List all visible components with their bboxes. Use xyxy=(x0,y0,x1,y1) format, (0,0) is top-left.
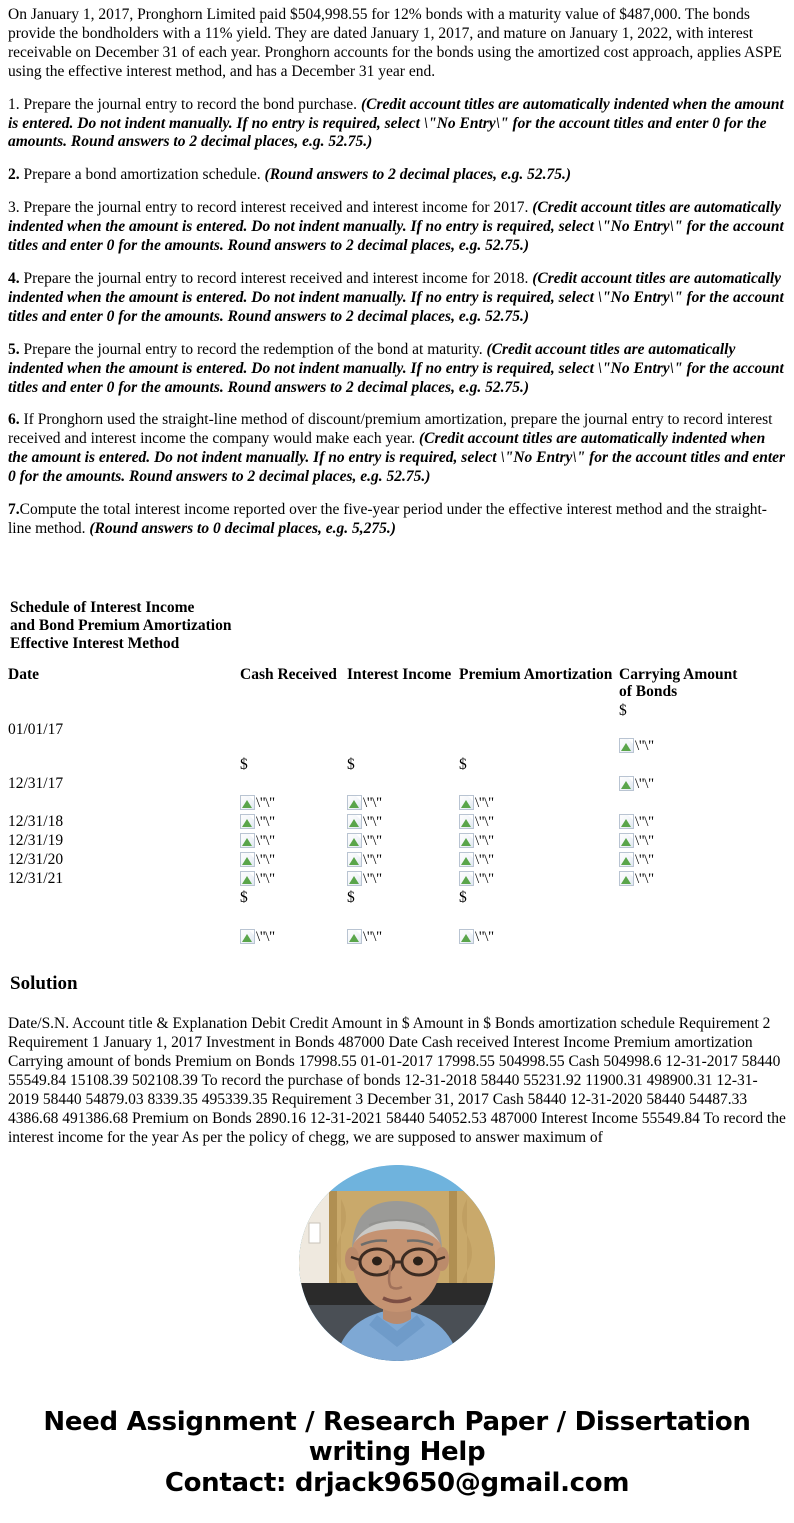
spacer xyxy=(619,721,786,737)
broken-image-alt-text: \"\" xyxy=(256,870,275,887)
cell-interest-income xyxy=(347,832,459,851)
question-text: Prepare a bond amortization schedule. xyxy=(19,166,265,184)
cell-date xyxy=(8,889,240,908)
cell-cash-received xyxy=(240,832,347,851)
question-text: Prepare the journal entry to record the redemption of the bond at maturity. xyxy=(19,340,487,358)
table-row xyxy=(8,775,786,813)
table-row xyxy=(8,702,786,721)
cell-premium-amortization xyxy=(459,813,619,832)
solution-body: Date/S.N. Account title & Explanation Debit Credit Amount in $ Amount in $ Bonds amortization schedule Requirement 2 Requirement 1 January 1, 2017 Investment in Bonds 487000 Date Cash received Interest Income Premium amortization Carrying amount of bonds Premium on Bonds 17998.55 01-01-2017 17998.55 504998.55 Cash 504998.6 12-31-2017 58440 55549.84 15108.39 502108.39 To record the purchase of bonds 12-31-2018 58440 55231.92 11900.31 498900.31 12-31-2019 58440 54879.03 8339.35 495339.35 Requirement 3 December 31, 2017 Cash 58440 12-31-2020 58440 54487.33 4386.68 491386.68 Premium on Bonds 2890.16 12-31-2021 58440 54052.53 487000 Interest Income 55549.84 To record the interest income for the year As per the policy of chegg, we are supposed to answer maximum of xyxy=(8,1014,786,1147)
footer-line-3: Contact: drjack9650@gmail.com xyxy=(164,1467,630,1498)
cell-carrying-amount xyxy=(619,756,786,775)
broken-image-placeholder xyxy=(240,929,275,945)
cell-premium-amortization xyxy=(459,908,619,947)
broken-image-alt-text: \"\" xyxy=(363,832,382,849)
schedule-title-line-3: Effective Interest Method xyxy=(10,635,180,653)
spacer xyxy=(347,775,459,794)
cell-date: 12/31/17 xyxy=(8,775,64,793)
cell-premium-amortization xyxy=(459,721,619,756)
photo-container xyxy=(8,1165,786,1361)
broken-image-placeholder xyxy=(619,738,654,754)
amortization-schedule xyxy=(8,599,786,947)
cell-premium-amortization xyxy=(459,851,619,870)
cell-interest-income xyxy=(347,702,459,721)
table-row xyxy=(8,813,786,832)
cell-premium-amortization xyxy=(459,775,619,813)
cell-carrying-amount xyxy=(619,889,786,908)
schedule-title-line-2: and Bond Premium Amortization xyxy=(10,617,232,635)
broken-image-icon xyxy=(459,795,474,810)
table-row-total xyxy=(8,889,786,908)
table-row xyxy=(8,851,786,870)
broken-image-icon xyxy=(240,929,255,944)
cell-cash-received xyxy=(240,813,347,832)
cell-carrying-amount xyxy=(619,775,786,813)
cell-date xyxy=(8,908,240,947)
cell-premium-amortization xyxy=(459,702,619,721)
broken-image-placeholder xyxy=(240,871,275,887)
broken-image-icon xyxy=(347,795,362,810)
column-header-premium-amortization: Premium Amortization xyxy=(459,665,613,683)
broken-image-icon xyxy=(347,929,362,944)
question-note: (Credit account titles are automatically indented when the amount is entered. Do not indent manually. If no entry is required, select \"No Entry\" for the account titles and enter 0 for the amounts. Round answers to 2 decimal places, e.g. 52.75.) xyxy=(8,269,784,325)
broken-image-placeholder xyxy=(347,795,382,811)
currency-symbol: $ xyxy=(347,756,355,774)
broken-image-placeholder xyxy=(619,871,654,887)
broken-image-placeholder xyxy=(459,871,494,887)
cell-premium-amortization xyxy=(459,756,619,775)
schedule-title-line-1: Schedule of Interest Income xyxy=(10,598,195,616)
broken-image-alt-text: \"\" xyxy=(256,851,275,868)
broken-image-placeholder xyxy=(459,833,494,849)
question-number: 5. xyxy=(8,340,20,358)
broken-image-icon xyxy=(619,738,634,753)
question-item-3 xyxy=(8,199,786,256)
broken-image-alt-text: \"\" xyxy=(635,851,654,868)
table-row-total xyxy=(8,908,786,947)
spacer xyxy=(240,775,347,794)
broken-image-placeholder xyxy=(619,814,654,830)
question-note: (Round answers to 0 decimal places, e.g. 5,275.) xyxy=(89,519,396,537)
profile-photo xyxy=(299,1165,495,1361)
cell-carrying-amount xyxy=(619,908,786,947)
question-item-2 xyxy=(8,166,786,185)
currency-symbol: $ xyxy=(347,888,355,906)
broken-image-alt-text: \"\" xyxy=(635,870,654,887)
broken-image-icon xyxy=(619,833,634,848)
broken-image-placeholder xyxy=(240,814,275,830)
spacer xyxy=(240,908,347,928)
column-header-interest-income: Interest Income xyxy=(347,665,452,683)
cell-interest-income xyxy=(347,851,459,870)
cell-date xyxy=(8,756,240,775)
broken-image-alt-text: \"\" xyxy=(363,928,382,945)
broken-image-icon xyxy=(459,852,474,867)
broken-image-placeholder xyxy=(459,852,494,868)
footer-contact-banner xyxy=(8,1407,786,1498)
question-text: Prepare the journal entry to record interest received and interest income for 2018. xyxy=(19,269,533,287)
cell-cash-received xyxy=(240,721,347,756)
schedule-title xyxy=(10,599,786,654)
table-row xyxy=(8,832,786,851)
broken-image-placeholder xyxy=(459,795,494,811)
broken-image-placeholder xyxy=(619,833,654,849)
currency-symbol: $ xyxy=(619,702,627,720)
cell-date: 12/31/19 xyxy=(8,831,64,849)
currency-symbol: $ xyxy=(240,756,248,774)
carrying-amount-line-2: of Bonds xyxy=(619,683,678,701)
footer-line-1: Need Assignment / Research Paper / Dissertation xyxy=(43,1407,751,1438)
spacer xyxy=(347,908,459,928)
cell-cash-received xyxy=(240,851,347,870)
question-item-5 xyxy=(8,341,786,398)
spacer xyxy=(459,775,619,794)
broken-image-icon xyxy=(619,852,634,867)
question-item-7 xyxy=(8,501,786,539)
broken-image-alt-text: \"\" xyxy=(475,814,494,831)
broken-image-placeholder xyxy=(619,776,654,792)
broken-image-alt-text: \"\" xyxy=(256,928,275,945)
broken-image-icon xyxy=(240,833,255,848)
cell-premium-amortization xyxy=(459,832,619,851)
broken-image-icon xyxy=(240,871,255,886)
table-header-row xyxy=(8,666,786,703)
broken-image-alt-text: \"\" xyxy=(256,795,275,812)
broken-image-icon xyxy=(240,852,255,867)
question-number: 4. xyxy=(8,269,20,287)
schedule-table-head xyxy=(8,666,786,703)
broken-image-placeholder xyxy=(240,795,275,811)
broken-image-placeholder xyxy=(240,833,275,849)
solution-heading: Solution xyxy=(10,973,78,995)
question-number: 1. xyxy=(8,95,20,113)
question-note: (Round answers to 2 decimal places, e.g. 52.75.) xyxy=(264,166,572,184)
broken-image-icon xyxy=(459,929,474,944)
broken-image-icon xyxy=(459,814,474,829)
question-text: Prepare the journal entry to record the bond purchase. xyxy=(19,95,361,113)
profile-photo-graphic xyxy=(299,1165,495,1361)
question-note: (Credit account titles are automatically indented when the amount is entered. Do not indent manually. If no entry is required, select \"No Entry\" for the account titles and enter 0 for the amounts. Round answers to 2 decimal places, e.g. 52.75.) xyxy=(8,340,784,396)
broken-image-alt-text: \"\" xyxy=(635,814,654,831)
cell-interest-income xyxy=(347,756,459,775)
broken-image-alt-text: \"\" xyxy=(256,814,275,831)
currency-symbol: $ xyxy=(459,756,467,774)
table-row xyxy=(8,756,786,775)
broken-image-alt-text: \"\" xyxy=(635,832,654,849)
carrying-amount-line-1: Carrying Amount xyxy=(619,665,738,683)
currency-symbol: $ xyxy=(459,888,467,906)
broken-image-icon xyxy=(240,795,255,810)
currency-symbol: $ xyxy=(240,888,248,906)
cell-cash-received xyxy=(240,702,347,721)
broken-image-alt-text: \"\" xyxy=(475,795,494,812)
broken-image-placeholder xyxy=(347,852,382,868)
cell-carrying-amount xyxy=(619,702,786,721)
cell-cash-received xyxy=(240,908,347,947)
cell-cash-received xyxy=(240,889,347,908)
question-number: 2. xyxy=(8,166,20,184)
broken-image-alt-text: \"\" xyxy=(475,928,494,945)
cell-interest-income xyxy=(347,870,459,889)
broken-image-placeholder xyxy=(347,833,382,849)
cell-carrying-amount xyxy=(619,832,786,851)
question-note: (Credit account titles are automatically indented when the amount is entered. Do not indent manually. If no entry is required, select \"No Entry\" for the account titles and enter 0 for the amounts. Round answers to 2 decimal places, e.g. 52.75.) xyxy=(8,95,784,151)
question-item-4 xyxy=(8,270,786,327)
broken-image-alt-text: \"\" xyxy=(475,870,494,887)
intro-paragraph: On January 1, 2017, Pronghorn Limited paid $504,998.55 for 12% bonds with a maturity value of $487,000. The bonds provide the bondholders with a 11% yield. They are dated January 1, 2017, and mature on January 1, 2022, with interest receivable on December 31 of each year. Pronghorn accounts for the bonds using the amortized cost approach, applies ASPE using the effective interest method, and has a December 31 year end. xyxy=(8,6,782,80)
cell-interest-income xyxy=(347,889,459,908)
cell-interest-income xyxy=(347,813,459,832)
cell-premium-amortization xyxy=(459,889,619,908)
broken-image-placeholder xyxy=(240,852,275,868)
question-text: Compute the total interest income reported over the five-year period under the effective interest method and the straight-line method. xyxy=(8,501,767,537)
broken-image-placeholder xyxy=(619,852,654,868)
broken-image-icon xyxy=(240,814,255,829)
broken-image-alt-text: \"\" xyxy=(475,851,494,868)
broken-image-alt-text: \"\" xyxy=(475,832,494,849)
broken-image-alt-text: \"\" xyxy=(363,870,382,887)
cell-date: 12/31/20 xyxy=(8,850,64,868)
broken-image-placeholder xyxy=(459,929,494,945)
broken-image-alt-text: \"\" xyxy=(256,832,275,849)
broken-image-alt-text: \"\" xyxy=(363,851,382,868)
broken-image-icon xyxy=(619,871,634,886)
broken-image-icon xyxy=(459,871,474,886)
broken-image-icon xyxy=(459,833,474,848)
broken-image-icon xyxy=(619,814,634,829)
broken-image-icon xyxy=(347,852,362,867)
broken-image-alt-text: \"\" xyxy=(363,814,382,831)
broken-image-placeholder xyxy=(347,929,382,945)
question-item-6 xyxy=(8,411,786,487)
cell-interest-income xyxy=(347,721,459,756)
cell-date: 12/31/21 xyxy=(8,869,64,887)
cell-interest-income xyxy=(347,908,459,947)
broken-image-placeholder xyxy=(347,814,382,830)
question-number: 3. xyxy=(8,199,20,217)
cell-date: 12/31/18 xyxy=(8,813,64,831)
broken-image-icon xyxy=(619,776,634,791)
cell-date: 01/01/17 xyxy=(8,721,64,739)
cell-interest-income xyxy=(347,775,459,813)
question-number: 6. xyxy=(8,411,20,429)
cell-date xyxy=(8,702,240,721)
cell-cash-received xyxy=(240,870,347,889)
cell-carrying-amount xyxy=(619,813,786,832)
cell-carrying-amount xyxy=(619,870,786,889)
cell-premium-amortization xyxy=(459,870,619,889)
cell-carrying-amount xyxy=(619,721,786,756)
spacer xyxy=(459,908,619,928)
broken-image-icon xyxy=(347,871,362,886)
table-row xyxy=(8,721,786,756)
question-note: (Credit account titles are automatically indented when the amount is entered. Do not indent manually. If no entry is required, select \"No Entry\" for the account titles and enter 0 for the amounts. Round answers to 2 decimal places, e.g. 52.75.) xyxy=(8,430,786,486)
footer-line-2: writing Help xyxy=(308,1437,486,1468)
cell-carrying-amount xyxy=(619,851,786,870)
column-header-carrying-amount xyxy=(619,666,786,703)
cell-cash-received xyxy=(240,756,347,775)
question-item-1 xyxy=(8,96,786,153)
column-header-date: Date xyxy=(8,665,39,683)
question-text: Prepare the journal entry to record interest received and interest income for 2017. xyxy=(19,199,533,217)
question-text: If Pronghorn used the straight-line method of discount/premium amortization, prepare the journal entry to record interest received and interest income the company would make each year. xyxy=(8,411,773,448)
broken-image-alt-text: \"\" xyxy=(363,795,382,812)
broken-image-icon xyxy=(347,814,362,829)
broken-image-alt-text: \"\" xyxy=(635,738,654,755)
broken-image-placeholder xyxy=(347,871,382,887)
broken-image-placeholder xyxy=(459,814,494,830)
table-row xyxy=(8,870,786,889)
question-number: 7. xyxy=(8,501,20,519)
cell-cash-received xyxy=(240,775,347,813)
question-note: (Credit account titles are automatically indented when the amount is entered. Do not indent manually. If no entry is required, select \"No Entry\" for the account titles and enter 0 for the amounts. Round answers to 2 decimal places, e.g. 52.75.) xyxy=(8,199,784,255)
broken-image-alt-text: \"\" xyxy=(635,776,654,793)
column-header-cash-received: Cash Received xyxy=(240,665,337,683)
schedule-table-body xyxy=(8,702,786,946)
broken-image-icon xyxy=(347,833,362,848)
schedule-table xyxy=(8,666,786,947)
